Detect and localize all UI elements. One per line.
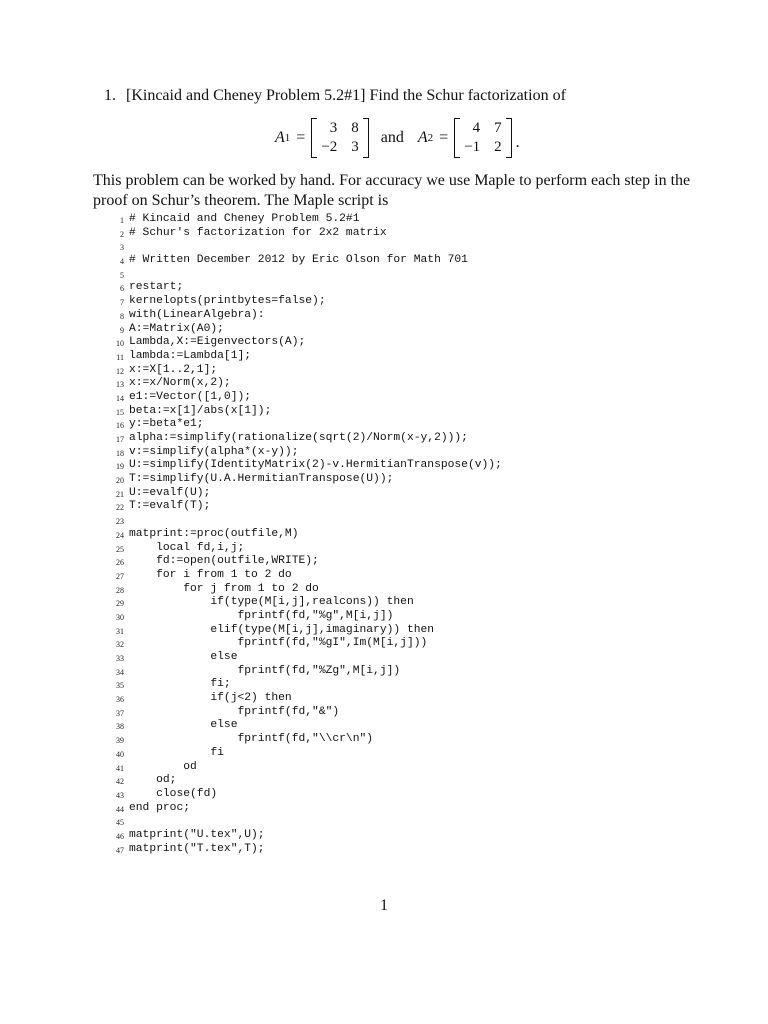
code-text: lambda:=Lambda[1];: [129, 349, 252, 362]
line-number: 17: [116, 435, 124, 444]
code-line: [110, 555, 502, 569]
code-text: if(j<2) then: [129, 692, 292, 705]
line-number: 27: [116, 571, 124, 581]
code-line: [110, 829, 502, 843]
code-text: fprintf(fd,"%g",M[i,j]): [129, 609, 394, 622]
code-text: for j from 1 to 2 do: [129, 582, 319, 595]
line-number: 8: [120, 311, 124, 321]
matrix-equation: [275, 116, 520, 160]
a1-entry-22: 3: [351, 139, 359, 155]
code-line: [110, 227, 502, 241]
code-line: [110, 665, 502, 679]
a1-equals: =: [296, 129, 306, 146]
line-number: 26: [116, 558, 124, 568]
line-number: 23: [116, 517, 124, 527]
line-number: 36: [116, 695, 124, 705]
code-line: [110, 788, 502, 802]
code-line: [110, 254, 502, 268]
code-text: kernelopts(printbytes=false);: [129, 295, 326, 308]
line-number: 13: [116, 380, 124, 390]
code-line: [110, 815, 502, 829]
code-line: [110, 692, 502, 706]
line-number: 34: [116, 667, 124, 677]
line-number: 28: [116, 585, 124, 595]
line-number: 10: [116, 339, 124, 349]
a2-symbol: A: [417, 129, 428, 146]
line-number: 19: [116, 462, 124, 472]
a2-entry-11: 4: [472, 120, 481, 136]
code-text: fi;: [129, 678, 231, 691]
line-number: 35: [116, 681, 124, 691]
code-line: [110, 350, 502, 364]
code-line: [110, 391, 502, 405]
line-number: 45: [116, 818, 124, 828]
line-number: 33: [116, 654, 124, 663]
code-line: [110, 610, 502, 624]
code-text: # Written December 2012 by Eric Olson for Math 701: [129, 254, 468, 267]
code-text: fprintf(fd,"%Zg",M[i,j]): [129, 664, 401, 677]
line-number: 47: [116, 845, 124, 855]
code-line: [110, 268, 502, 282]
code-text: beta:=x[1]/abs(x[1]);: [129, 404, 272, 417]
code-line: [110, 487, 502, 501]
code-line: [110, 405, 502, 419]
code-text: alpha:=simplify(rationalize(sqrt(2)/Norm(x-y,2)));: [129, 432, 468, 444]
problem-text: [Kincaid and Cheney Problem 5.2#1] Find the Schur factorization of: [126, 87, 566, 104]
code-line: [110, 473, 502, 487]
line-number: 15: [116, 407, 124, 417]
code-line: [110, 377, 502, 391]
problem-number: 1.: [104, 87, 116, 104]
a2-entry-22: 2: [494, 139, 502, 155]
code-line: [110, 514, 502, 528]
code-text: T:=simplify(U.A.HermitianTranspose(U));: [129, 473, 394, 486]
code-line: [110, 802, 502, 816]
code-line: [110, 336, 502, 350]
page-number: 1: [380, 897, 388, 914]
code-line: [110, 637, 502, 651]
code-line: [110, 432, 502, 446]
line-number: 24: [116, 530, 124, 540]
equation-period: .: [515, 134, 520, 151]
code-text: if(type(M[i,j],realcons)) then: [129, 596, 414, 609]
code-text: local fd,i,j;: [129, 541, 245, 554]
code-line: [110, 733, 502, 747]
code-text: restart;: [129, 281, 184, 294]
code-text: x:=x/Norm(x,2);: [129, 377, 231, 390]
code-line: [110, 583, 502, 597]
a2-subscript: 2: [427, 132, 434, 144]
code-line: [110, 323, 502, 337]
line-number: 18: [116, 448, 124, 458]
code-text: for i from 1 to 2 do: [129, 568, 292, 581]
code-text: U:=simplify(IdentityMatrix(2)-v.HermitianTranspose(v));: [129, 459, 502, 472]
a2-entry-21: −1: [464, 139, 481, 155]
code-line: [110, 569, 502, 583]
code-text: U:=evalf(U);: [129, 486, 211, 499]
code-line: [110, 843, 502, 857]
line-number: 29: [116, 599, 124, 609]
code-line: [110, 459, 502, 473]
code-text: matprint("T.tex",T);: [129, 842, 265, 855]
matrix-a1: [311, 118, 368, 158]
code-text: Lambda,X:=Eigenvectors(A);: [129, 336, 306, 349]
right-bracket: [506, 118, 512, 158]
line-number: 11: [116, 352, 124, 362]
code-text: fi: [129, 746, 224, 759]
code-line: [110, 446, 502, 460]
code-text: fprintf(fd,"&"): [129, 705, 340, 718]
line-number: 25: [116, 544, 124, 554]
code-line: [110, 774, 502, 788]
line-number: 22: [116, 503, 124, 513]
code-line: [110, 309, 502, 323]
a2-equals: =: [439, 129, 449, 146]
code-text: od;: [129, 774, 177, 787]
line-number: 16: [116, 421, 124, 431]
code-line: [110, 719, 502, 733]
code-text: matprint("U.tex",U);: [129, 828, 265, 841]
code-text: T:=evalf(T);: [129, 500, 211, 513]
code-line: [110, 295, 502, 309]
line-number: 3: [120, 243, 124, 253]
code-text: x:=X[1..2,1];: [129, 363, 218, 376]
line-number: 30: [116, 612, 124, 622]
code-text: # Schur's factorization for 2x2 matrix: [129, 226, 387, 239]
code-text: # Kincaid and Cheney Problem 5.2#1: [129, 213, 360, 225]
a1-subscript: 1: [284, 132, 291, 144]
intro-paragraph: This problem can be worked by hand. For accuracy we use Maple to perform each step in the proof on Schur’s theorem. The Maple script is: [93, 172, 691, 209]
code-text: end proc;: [129, 801, 191, 814]
a1-entry-11: 3: [329, 120, 338, 136]
code-text: else: [129, 719, 238, 732]
code-line: [110, 651, 502, 665]
a1-entry-12: 8: [351, 120, 359, 136]
line-number: 20: [116, 476, 124, 486]
code-text: A:=Matrix(A0);: [129, 322, 224, 335]
code-line: [110, 418, 502, 432]
a1-entry-21: −2: [321, 139, 338, 155]
a1-symbol: A: [275, 129, 285, 146]
code-text: y:=beta*e1;: [129, 418, 204, 431]
code-text: fprintf(fd,"\\cr\n"): [129, 733, 374, 746]
code-line: [110, 761, 502, 775]
right-bracket: [363, 118, 369, 158]
line-number: 6: [120, 284, 124, 294]
line-number: 42: [116, 777, 124, 787]
code-text: elif(type(M[i,j],imaginary)) then: [129, 623, 435, 636]
code-text: close(fd): [129, 787, 218, 800]
line-number: 14: [116, 393, 124, 403]
code-line: [110, 747, 502, 761]
and-connector: and: [380, 129, 404, 146]
problem-statement: [104, 87, 566, 105]
line-number: 2: [120, 229, 124, 239]
code-line: [110, 528, 502, 542]
maple-code-listing: [110, 213, 502, 856]
line-number: 41: [116, 763, 124, 773]
line-number: 31: [116, 626, 124, 636]
code-line: [110, 706, 502, 720]
a2-entry-12: 7: [494, 120, 502, 136]
code-line: [110, 678, 502, 692]
code-text: else: [129, 651, 238, 663]
line-number: 32: [116, 640, 124, 650]
code-line: [110, 240, 502, 254]
code-text: fprintf(fd,"%gI",Im(M[i,j])): [129, 637, 428, 650]
line-number: 40: [116, 749, 124, 759]
line-number: 46: [116, 831, 124, 841]
line-number: 21: [116, 489, 124, 499]
code-text: fd:=open(outfile,WRITE);: [129, 555, 319, 568]
line-number: 5: [120, 270, 124, 280]
line-number: 44: [116, 804, 124, 814]
line-number: 1: [120, 216, 124, 225]
code-line: [110, 213, 502, 227]
line-number: 39: [116, 736, 124, 746]
code-line: [110, 596, 502, 610]
code-line: [110, 281, 502, 295]
code-text: od: [129, 760, 197, 773]
code-line: [110, 500, 502, 514]
line-number: 12: [116, 366, 124, 376]
code-line: [110, 364, 502, 378]
line-number: 9: [120, 325, 124, 335]
line-number: 38: [116, 722, 124, 732]
code-text: v:=simplify(alpha*(x-y));: [129, 445, 299, 458]
line-number: 4: [120, 257, 124, 267]
code-text: matprint:=proc(outfile,M): [129, 527, 299, 540]
line-number: 7: [120, 298, 124, 308]
code-text: with(LinearAlgebra):: [129, 308, 265, 321]
code-line: [110, 542, 502, 556]
code-text: e1:=Vector([1,0]);: [129, 390, 252, 403]
matrix-a2: [454, 118, 511, 158]
code-line: [110, 624, 502, 638]
line-number: 43: [116, 790, 124, 800]
line-number: 37: [116, 708, 124, 718]
